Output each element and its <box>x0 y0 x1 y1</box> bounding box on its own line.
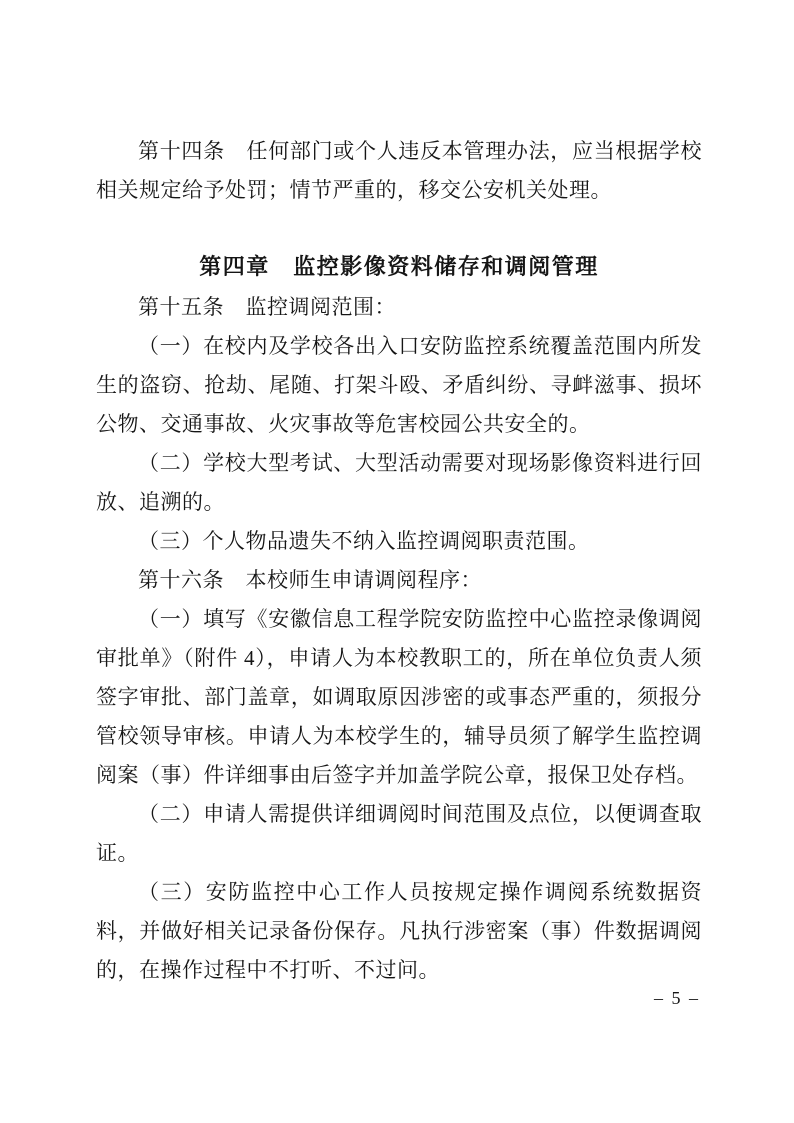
paragraph: （一）填写《安徽信息工程学院安防监控中心监控录像调阅审批单》（附件 4），申请人为本校教职工的，所在单位负责人须签字审批、部门盖章，如调取原因涉密的或事态严重的，须报分管校领导审核。申请人为本校学生的，辅导员须了解学生监控调阅案（事）件详细事由后签字并加盖学院公章，报保卫处存档。 <box>96 607 702 787</box>
paragraph: 第十五条 监控调阅范围： <box>138 295 396 319</box>
paragraph: （三）个人物品遗失不纳入监控调阅职责范围。 <box>138 529 590 553</box>
paragraph: （一）在校内及学校各出入口安防监控系统覆盖范围内所发生的盗窃、抢劫、尾随、打架斗殴、矛盾纠纷、寻衅滋事、损坏公物、交通事故、火灾事故等危害校园公共安全的。 <box>96 334 702 436</box>
page-footer <box>654 988 700 1009</box>
paragraph: （二）申请人需提供详细调阅时间范围及点位，以便调查取证。 <box>96 802 702 865</box>
paragraph: （三）安防监控中心工作人员按规定操作调阅系统数据资料，并做好相关记录备份保存。凡执行涉密案（事）件数据调阅的，在操作过程中不打听、不过问。 <box>96 880 702 982</box>
paragraph: （二）学校大型考试、大型活动需要对现场影像资料进行回放、追溯的。 <box>96 451 702 514</box>
chapter-heading: 第四章 监控影像资料储存和调阅管理 <box>199 254 599 279</box>
document-body <box>96 132 702 990</box>
page-number: – 5 – <box>654 988 700 1008</box>
paragraph: 第十四条 任何部门或个人违反本管理办法，应当根据学校相关规定给予处罚；情节严重的，移交公安机关处理。 <box>96 139 702 202</box>
paragraph: 第十六条 本校师生申请调阅程序： <box>138 568 482 592</box>
